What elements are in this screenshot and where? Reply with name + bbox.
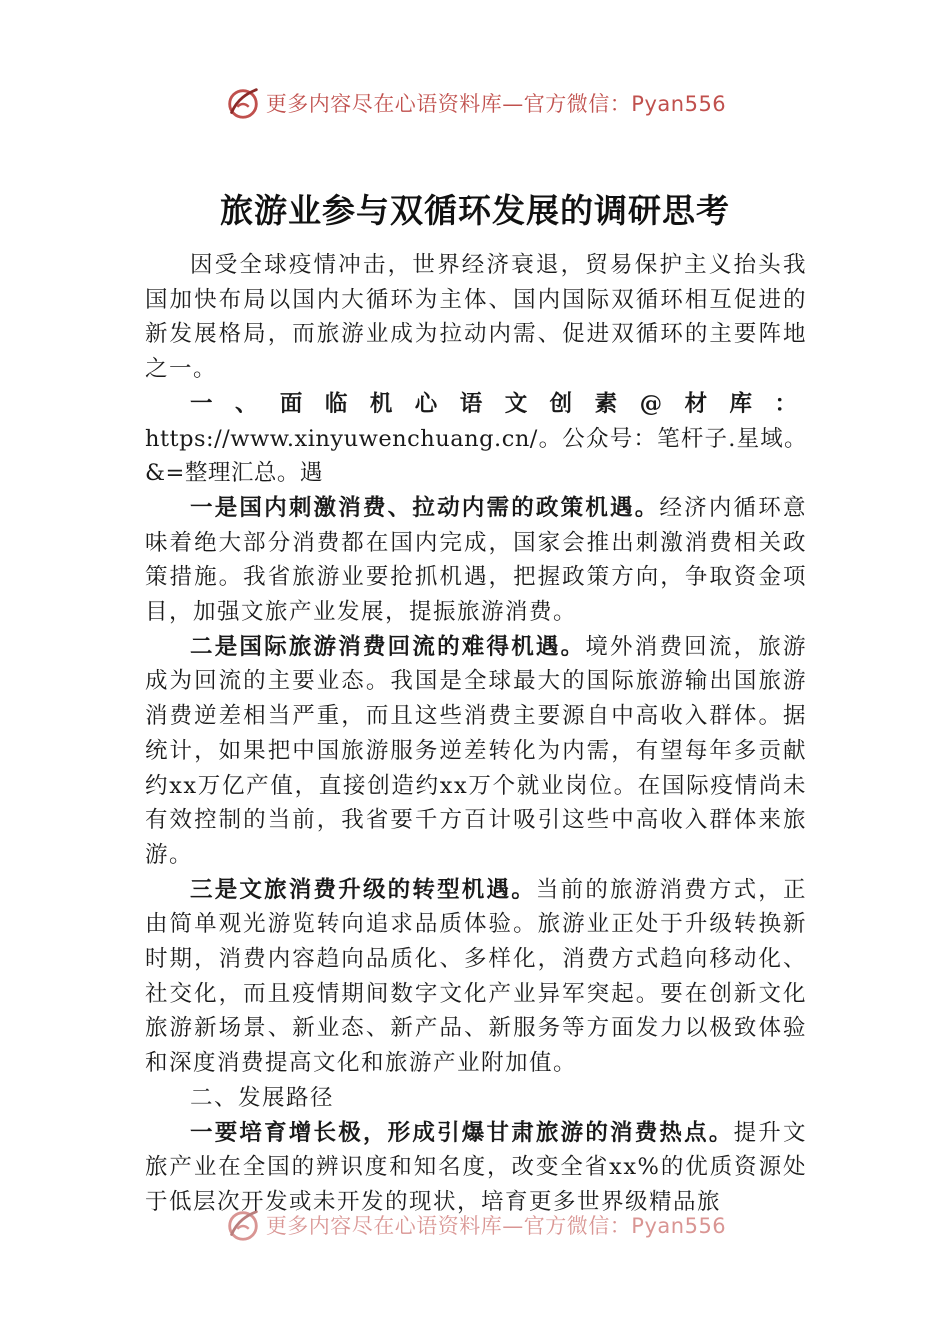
opportunity-paragraph-2 [145,630,807,873]
watermark-footer [0,1205,950,1245]
paragraph-body: 境外消费回流，旅游成为回流的主要业态。我国是全球最大的国际旅游输出国旅游消费逆差相当严重，而且这些消费主要源自中高收入群体。据统计，如果把中国旅游服务逆差转化为内需，有望每年多贡献约xx万亿产值，直接创造约xx万个就业岗位。在国际疫情尚未有效控制的当前，我省要千方百计吸引这些中高收入群体来旅游。 [145,633,807,868]
intro-paragraph [145,248,807,387]
section-heading-tail: https://www.xinyuwenchuang.cn/。公众号：笔杆子.星域。&=整理汇总。遇 [145,425,807,487]
paragraph-body: 因受全球疫情冲击，世界经济衰退，贸易保护主义抬头我国加快布局以国内大循环为主体、国内国际双循环相互促进的新发展格局，而旅游业成为拉动内需、促进双循环的主要阵地之一。 [145,252,807,383]
document-body [145,248,807,1220]
document-title: 旅游业参与双循环发展的调研思考 [220,191,730,230]
paragraph-lead: 一是国内刺激消费、拉动内需的政策机遇。 [190,494,660,521]
paragraph-body: 经济内循环意味着绝大部分消费都在国内完成，国家会推出刺激消费相关政策措施。我省旅游业要抢抓机遇，把握政策方向，争取资金项目，加强文旅产业发展，提振旅游消费。 [145,494,807,626]
section-heading-1 [145,387,807,491]
watermark-header [0,83,950,123]
paragraph-lead: 二是国际旅游消费回流的难得机遇。 [190,633,586,660]
paragraph-body: 提升文旅产业在全国的辨识度和知名度，改变全省xx%的优质资源处于低层次开发或未开发的现状，培育更多世界级精品旅 [145,1119,807,1215]
watermark-text: 更多内容尽在心语资料库—官方微信：Pyan556 [265,92,727,116]
watermark-logo-icon [224,84,262,122]
watermark-logo-icon [224,1206,262,1244]
watermark-text: 更多内容尽在心语资料库—官方微信：Pyan556 [265,1214,727,1238]
section-heading-2 [145,1081,807,1116]
opportunity-paragraph-3 [145,873,807,1081]
paragraph-lead: 三是文旅消费升级的转型机遇。 [190,876,536,903]
opportunity-paragraph-1 [145,491,807,630]
section-heading-text: 一、面临机心语文创素@材库： [190,390,807,417]
section-heading-text: 二、发展路径 [190,1084,335,1111]
paragraph-body: 当前的旅游消费方式，正由简单观光游览转向追求品质体验。旅游业正处于升级转换新时期，消费内容趋向品质化、多样化，消费方式趋向移动化、社交化，而且疫情期间数字文化产业异军突起。要在创新文化旅游新场景、新业态、新产品、新服务等方面发力以极致体验和深度消费提高文化和旅游产业附加值。 [145,876,807,1077]
paragraph-lead: 一要培育增长极，形成引爆甘肃旅游的消费热点。 [190,1119,734,1146]
